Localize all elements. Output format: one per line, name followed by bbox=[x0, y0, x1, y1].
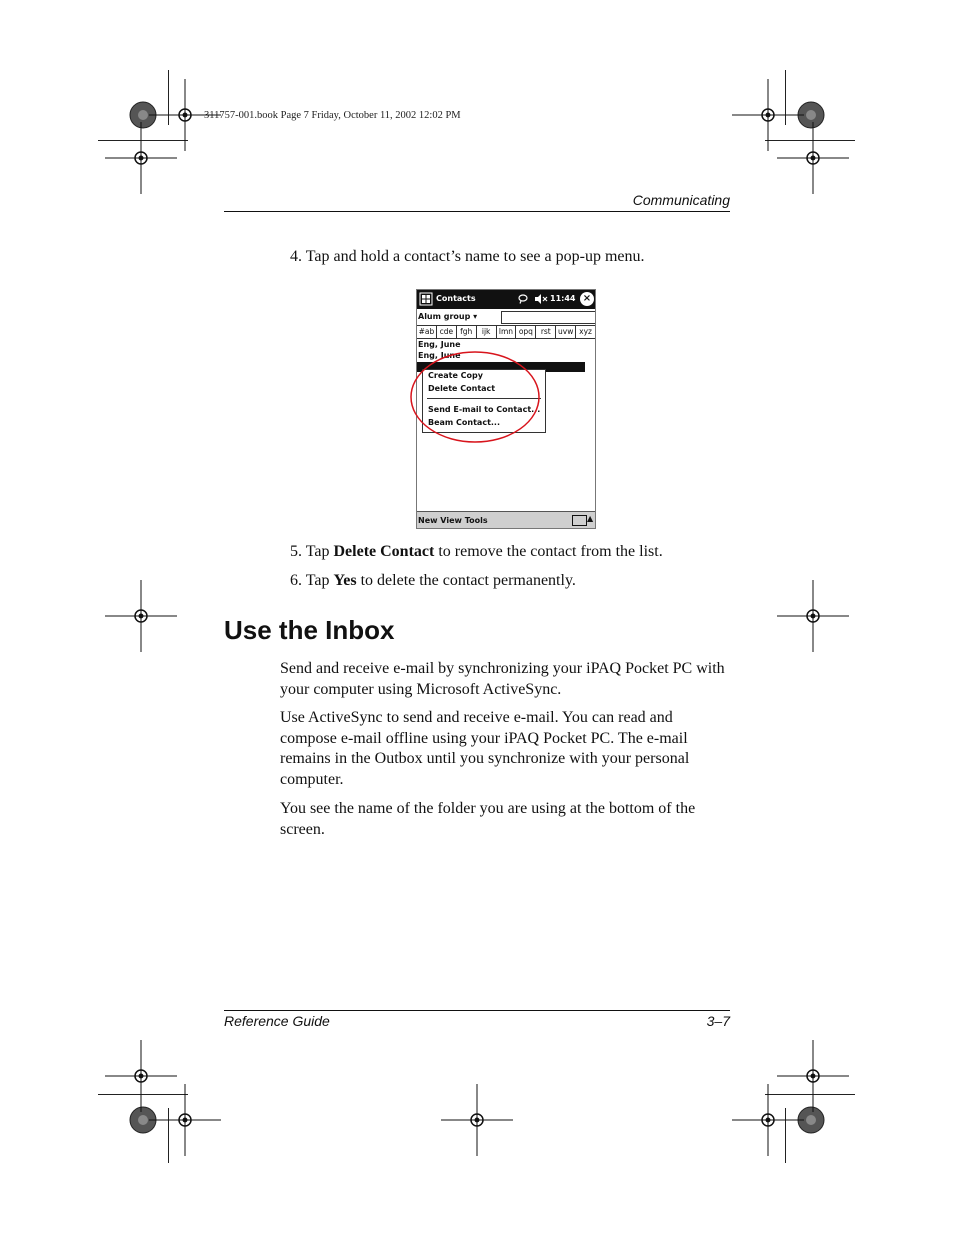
alpha-tab: cde bbox=[437, 326, 457, 338]
find-field bbox=[501, 311, 596, 324]
annotation-circle bbox=[405, 346, 547, 448]
menu-bar-commands: New View Tools bbox=[418, 516, 488, 525]
menu-item-delete-contact: Delete Contact bbox=[428, 384, 496, 393]
step-text-pre: Tap bbox=[305, 572, 334, 589]
clock: 11:44 bbox=[550, 294, 576, 303]
paragraph: Use ActiveSync to send and receive e-mail. You can read and compose e-mail offline using your iPAQ Pocket PC. The e-mail remains in the Outbox until you synchronize with your personal computer. bbox=[280, 709, 690, 788]
footer-rule bbox=[224, 1010, 730, 1011]
connectivity-icon bbox=[518, 294, 528, 304]
alpha-tab: lmn bbox=[497, 326, 517, 338]
step-text-post: to delete the contact permanently. bbox=[356, 572, 576, 589]
step-5 bbox=[290, 543, 663, 561]
step-text-post: to remove the contact from the list. bbox=[434, 543, 663, 560]
keyboard-icon bbox=[572, 515, 587, 526]
step-text: Tap and hold a contact’s name to see a pop-up menu. bbox=[305, 248, 645, 265]
ui-term: Yes bbox=[333, 572, 357, 589]
alpha-tab: opq bbox=[516, 326, 536, 338]
step-text-pre: Tap bbox=[305, 543, 334, 560]
alpha-tab: xyz bbox=[579, 327, 592, 336]
menu-bar bbox=[417, 511, 595, 529]
page-number: 3–7 bbox=[706, 1013, 730, 1029]
windows-start-icon bbox=[419, 292, 433, 306]
speaker-icon bbox=[534, 294, 548, 304]
alpha-tab: #ab bbox=[417, 326, 437, 338]
alpha-tab: fgh bbox=[457, 326, 477, 338]
paragraph: You see the name of the folder you are using at the bottom of the screen. bbox=[280, 800, 696, 838]
step-number: 6. bbox=[290, 572, 302, 589]
step-6 bbox=[290, 572, 576, 590]
contact-row: Eng, June bbox=[418, 340, 461, 349]
section-heading: Use the Inbox bbox=[224, 615, 395, 645]
close-icon: × bbox=[580, 292, 594, 306]
running-header: Communicating bbox=[632, 192, 730, 208]
paragraph: Send and receive e-mail by synchronizing your iPAQ Pocket PC with your computer using Microsoft ActiveSync. bbox=[280, 660, 725, 698]
header-rule bbox=[224, 211, 730, 212]
footer-title: Reference Guide bbox=[224, 1013, 330, 1029]
ui-term: Delete Contact bbox=[333, 543, 435, 560]
step-number: 4. bbox=[290, 248, 302, 265]
alpha-tab: uvw bbox=[556, 326, 576, 338]
contact-row: Eng, June bbox=[418, 351, 461, 360]
sip-arrow-icon: ▲ bbox=[587, 514, 594, 523]
print-slug: 311757-001.book Page 7 Friday, October 11, 2002 12:02 PM bbox=[204, 110, 461, 121]
app-title: Contacts bbox=[436, 294, 476, 303]
alpha-tab: rst bbox=[536, 326, 556, 338]
alphabet-tabs bbox=[417, 325, 595, 339]
menu-item-beam-contact: Beam Contact... bbox=[428, 418, 501, 427]
menu-item-create-copy: Create Copy bbox=[428, 371, 483, 380]
category-label: Alum group bbox=[418, 312, 471, 321]
alpha-tab: ijk bbox=[477, 326, 497, 338]
step-number: 5. bbox=[290, 543, 302, 560]
category-dropdown: Alum group ▾ bbox=[418, 312, 478, 321]
step-4 bbox=[290, 248, 645, 266]
title-bar bbox=[417, 290, 595, 309]
menu-item-send-email: Send E-mail to Contact... bbox=[428, 405, 541, 414]
